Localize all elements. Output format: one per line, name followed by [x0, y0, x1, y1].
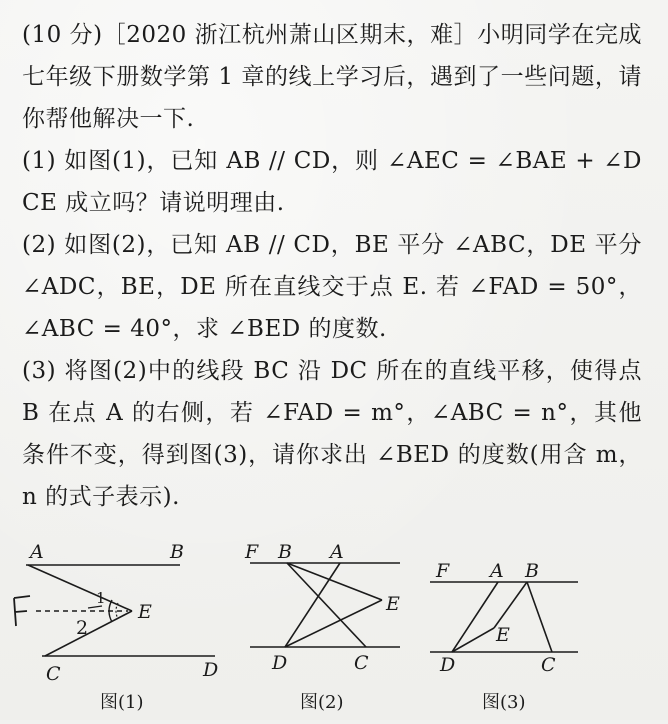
- fig3-label-b: B: [525, 560, 539, 582]
- fig2-label-c: C: [354, 652, 369, 674]
- figure-3-labels: [435, 560, 556, 713]
- fig3-line-ad: [452, 582, 498, 652]
- problem-part-2: (2) 如图(2)，已知 AB // CD，BE 平分 ∠ABC，DE 平分 ∠ADC，BE，DE 所在直线交于点 E. 若 ∠FAD = 50°，∠ABC = 40°，求 ∠BED 的度数.: [22, 232, 642, 342]
- figures-row: [0, 530, 668, 720]
- fig1-label-c: C: [46, 663, 61, 685]
- problem-text: [22, 14, 642, 518]
- figure-2-labels: [244, 541, 400, 713]
- fig3-line-be: [494, 582, 527, 628]
- problem-part-1: (1) 如图(1)，已知 AB // CD，则 ∠AEC = ∠BAE + ∠DCE 成立吗？请说明理由.: [22, 148, 642, 216]
- fig1-label-e: E: [138, 601, 152, 623]
- problem-part-3: (3) 将图(2)中的线段 BC 沿 DC 所在的直线平移，使得点 B 在点 A 的右侧，若 ∠FAD = m°，∠ABC = n°，其他条件不变，得到图(3)，请你求出 ∠BED 的度数(用含 m，n 的式子表示).: [22, 358, 642, 510]
- fig3-line-bc: [527, 582, 552, 652]
- fig3-label-e: E: [496, 624, 510, 646]
- fig1-hand-1: 1: [96, 589, 106, 607]
- fig3-label-d: D: [440, 654, 456, 676]
- figures-svg: [0, 530, 668, 720]
- fig2-label-a: A: [330, 541, 344, 563]
- fig2-line-be: [287, 563, 382, 600]
- fig2-label-e: E: [386, 593, 400, 615]
- fig2-line-bc: [287, 563, 366, 647]
- fig1-hand-f: [14, 596, 30, 626]
- fig1-label-a: A: [30, 541, 44, 563]
- fig2-label-d: D: [272, 652, 288, 674]
- fig1-hand-2: 2: [76, 617, 89, 639]
- fig3-caption: 图(3): [482, 692, 526, 713]
- fig3-label-f: F: [436, 560, 450, 582]
- fig1-label-b: B: [170, 541, 184, 563]
- figure-1-labels: [28, 541, 218, 713]
- fig1-line-ae: [28, 565, 132, 611]
- figure-1: [14, 565, 215, 656]
- fig1-caption: 图(1): [100, 692, 144, 713]
- fig2-label-b: B: [278, 541, 292, 563]
- fig3-label-c: C: [541, 654, 556, 676]
- problem-header: (10 分)［2020 浙江杭州萧山区期末，难］小明同学在完成七年级下册数学第 1 章的线上学习后，遇到了一些问题，请你帮他解决一下.: [22, 22, 642, 132]
- fig2-label-f: F: [245, 541, 259, 563]
- fig1-line-ce: [45, 611, 132, 656]
- fig2-caption: 图(2): [300, 692, 344, 713]
- fig3-line-de: [452, 628, 494, 652]
- fig3-label-a: A: [490, 560, 504, 582]
- figure-2: [250, 563, 400, 647]
- fig1-label-d: D: [203, 659, 219, 681]
